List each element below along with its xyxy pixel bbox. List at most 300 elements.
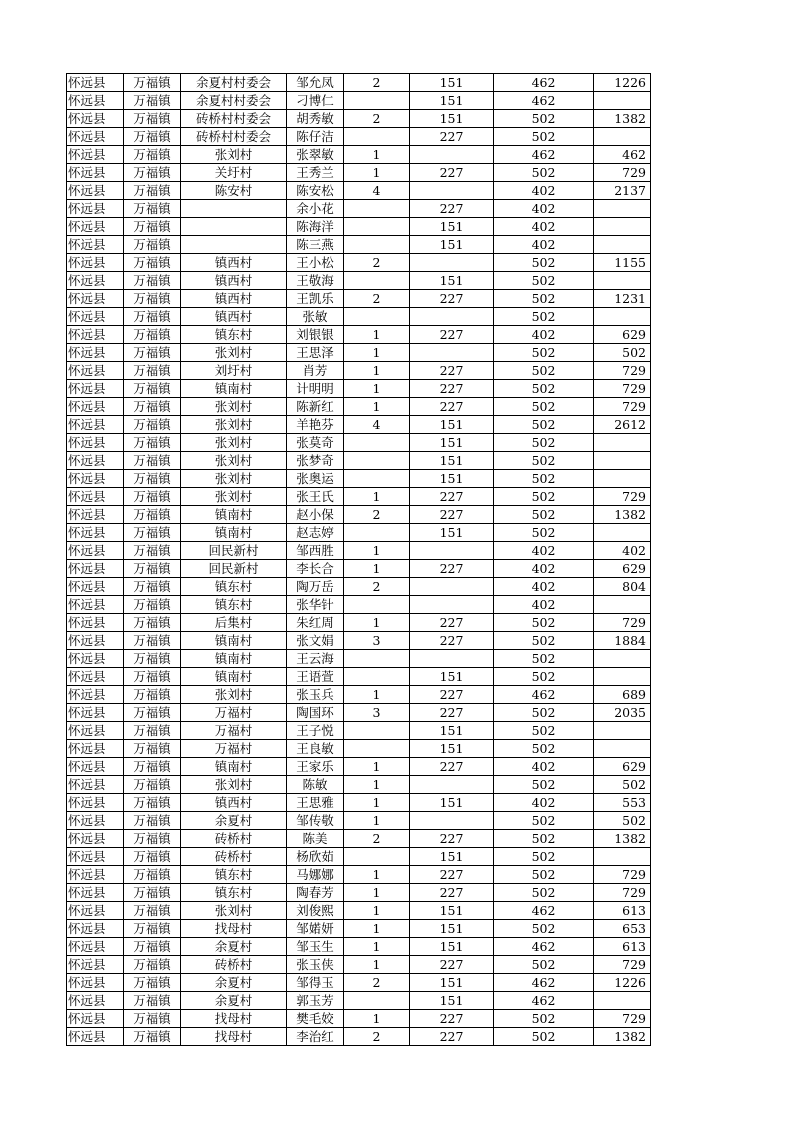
amount-b-cell: 502: [494, 614, 594, 632]
village-cell: 万福村: [181, 740, 287, 758]
count-cell: 1: [344, 920, 410, 938]
table-row: [67, 164, 651, 182]
town-cell: 万福镇: [124, 452, 181, 470]
village-cell: 陈安村: [181, 182, 287, 200]
county-cell: 怀远县: [67, 92, 124, 110]
amount-a-cell: 151: [410, 794, 494, 812]
count-cell: 4: [344, 416, 410, 434]
amount-a-cell: 227: [410, 128, 494, 146]
county-cell: 怀远县: [67, 560, 124, 578]
total-cell: 1382: [594, 1028, 651, 1046]
amount-a-cell: [410, 650, 494, 668]
village-cell: [181, 200, 287, 218]
count-cell: [344, 668, 410, 686]
name-cell: 陈三燕: [287, 236, 344, 254]
data-table: [66, 73, 651, 1046]
table-row: [67, 434, 651, 452]
town-cell: 万福镇: [124, 164, 181, 182]
amount-a-cell: 227: [410, 200, 494, 218]
name-cell: 张文娟: [287, 632, 344, 650]
total-cell: [594, 218, 651, 236]
amount-a-cell: [410, 182, 494, 200]
table-row: [67, 956, 651, 974]
name-cell: 朱红周: [287, 614, 344, 632]
village-cell: 张刘村: [181, 146, 287, 164]
total-cell: [594, 740, 651, 758]
count-cell: 1: [344, 758, 410, 776]
count-cell: 2: [344, 290, 410, 308]
amount-a-cell: 227: [410, 866, 494, 884]
village-cell: 镇南村: [181, 632, 287, 650]
amount-a-cell: 227: [410, 488, 494, 506]
town-cell: 万福镇: [124, 236, 181, 254]
county-cell: 怀远县: [67, 938, 124, 956]
total-cell: 613: [594, 938, 651, 956]
total-cell: 1226: [594, 74, 651, 92]
village-cell: 张刘村: [181, 416, 287, 434]
count-cell: [344, 434, 410, 452]
table-row: [67, 866, 651, 884]
town-cell: 万福镇: [124, 812, 181, 830]
count-cell: 1: [344, 146, 410, 164]
village-cell: [181, 218, 287, 236]
amount-b-cell: 462: [494, 902, 594, 920]
town-cell: 万福镇: [124, 272, 181, 290]
total-cell: 729: [594, 488, 651, 506]
village-cell: 关圩村: [181, 164, 287, 182]
total-cell: 1382: [594, 830, 651, 848]
count-cell: 1: [344, 812, 410, 830]
amount-a-cell: 227: [410, 884, 494, 902]
name-cell: 张莫奇: [287, 434, 344, 452]
table-row: [67, 884, 651, 902]
table-row: [67, 344, 651, 362]
total-cell: [594, 128, 651, 146]
county-cell: 怀远县: [67, 776, 124, 794]
amount-b-cell: 462: [494, 974, 594, 992]
total-cell: 502: [594, 344, 651, 362]
town-cell: 万福镇: [124, 740, 181, 758]
count-cell: 2: [344, 110, 410, 128]
town-cell: 万福镇: [124, 416, 181, 434]
amount-b-cell: 462: [494, 146, 594, 164]
county-cell: 怀远县: [67, 740, 124, 758]
name-cell: 陈新红: [287, 398, 344, 416]
table-row: [67, 236, 651, 254]
county-cell: 怀远县: [67, 308, 124, 326]
amount-a-cell: 151: [410, 992, 494, 1010]
total-cell: [594, 236, 651, 254]
amount-b-cell: 462: [494, 686, 594, 704]
village-cell: 张刘村: [181, 452, 287, 470]
village-cell: 后集村: [181, 614, 287, 632]
name-cell: 刁博仁: [287, 92, 344, 110]
amount-a-cell: [410, 146, 494, 164]
table-row: [67, 326, 651, 344]
table-row: [67, 776, 651, 794]
name-cell: 邹玉生: [287, 938, 344, 956]
table-row: [67, 938, 651, 956]
village-cell: 张刘村: [181, 470, 287, 488]
table-row: [67, 128, 651, 146]
total-cell: 1226: [594, 974, 651, 992]
county-cell: 怀远县: [67, 830, 124, 848]
amount-b-cell: 402: [494, 200, 594, 218]
amount-b-cell: 502: [494, 452, 594, 470]
name-cell: 陶春芳: [287, 884, 344, 902]
count-cell: 1: [344, 164, 410, 182]
amount-a-cell: 151: [410, 110, 494, 128]
county-cell: 怀远县: [67, 758, 124, 776]
amount-a-cell: 227: [410, 704, 494, 722]
name-cell: 胡秀敏: [287, 110, 344, 128]
amount-a-cell: [410, 542, 494, 560]
amount-a-cell: 151: [410, 92, 494, 110]
name-cell: 王秀兰: [287, 164, 344, 182]
village-cell: 镇南村: [181, 758, 287, 776]
table-row: [67, 992, 651, 1010]
name-cell: 赵小保: [287, 506, 344, 524]
county-cell: 怀远县: [67, 398, 124, 416]
total-cell: [594, 848, 651, 866]
table-row: [67, 758, 651, 776]
village-cell: 砖桥村: [181, 848, 287, 866]
name-cell: 李治红: [287, 1028, 344, 1046]
town-cell: 万福镇: [124, 344, 181, 362]
county-cell: 怀远县: [67, 1028, 124, 1046]
count-cell: 1: [344, 326, 410, 344]
amount-a-cell: [410, 812, 494, 830]
town-cell: 万福镇: [124, 722, 181, 740]
name-cell: 陶国环: [287, 704, 344, 722]
count-cell: [344, 596, 410, 614]
total-cell: 729: [594, 398, 651, 416]
name-cell: 肖芳: [287, 362, 344, 380]
amount-a-cell: [410, 344, 494, 362]
table-row: [67, 704, 651, 722]
town-cell: 万福镇: [124, 776, 181, 794]
name-cell: 邹婼妍: [287, 920, 344, 938]
total-cell: 689: [594, 686, 651, 704]
table-row: [67, 146, 651, 164]
county-cell: 怀远县: [67, 596, 124, 614]
amount-b-cell: 502: [494, 956, 594, 974]
amount-a-cell: 151: [410, 920, 494, 938]
amount-b-cell: 402: [494, 542, 594, 560]
village-cell: 镇西村: [181, 794, 287, 812]
village-cell: 张刘村: [181, 686, 287, 704]
county-cell: 怀远县: [67, 326, 124, 344]
amount-b-cell: 502: [494, 650, 594, 668]
table-row: [67, 506, 651, 524]
village-cell: 镇东村: [181, 884, 287, 902]
county-cell: 怀远县: [67, 452, 124, 470]
town-cell: 万福镇: [124, 668, 181, 686]
amount-a-cell: 227: [410, 362, 494, 380]
amount-a-cell: 227: [410, 614, 494, 632]
county-cell: 怀远县: [67, 902, 124, 920]
count-cell: [344, 92, 410, 110]
village-cell: 余夏村村委会: [181, 92, 287, 110]
county-cell: 怀远县: [67, 650, 124, 668]
county-cell: 怀远县: [67, 1010, 124, 1028]
total-cell: [594, 524, 651, 542]
county-cell: 怀远县: [67, 434, 124, 452]
county-cell: 怀远县: [67, 146, 124, 164]
town-cell: 万福镇: [124, 704, 181, 722]
name-cell: 张玉侠: [287, 956, 344, 974]
name-cell: 马娜娜: [287, 866, 344, 884]
name-cell: 刘俊熙: [287, 902, 344, 920]
village-cell: 余夏村: [181, 992, 287, 1010]
county-cell: 怀远县: [67, 182, 124, 200]
table-row: [67, 560, 651, 578]
count-cell: 1: [344, 794, 410, 812]
county-cell: 怀远县: [67, 164, 124, 182]
table-row: [67, 542, 651, 560]
count-cell: [344, 992, 410, 1010]
amount-a-cell: 151: [410, 434, 494, 452]
town-cell: 万福镇: [124, 686, 181, 704]
total-cell: 729: [594, 956, 651, 974]
amount-a-cell: 227: [410, 1010, 494, 1028]
amount-a-cell: 151: [410, 902, 494, 920]
town-cell: 万福镇: [124, 956, 181, 974]
town-cell: 万福镇: [124, 560, 181, 578]
amount-a-cell: 227: [410, 398, 494, 416]
village-cell: 余夏村村委会: [181, 74, 287, 92]
county-cell: 怀远县: [67, 866, 124, 884]
count-cell: 1: [344, 902, 410, 920]
town-cell: 万福镇: [124, 758, 181, 776]
amount-a-cell: 151: [410, 938, 494, 956]
town-cell: 万福镇: [124, 182, 181, 200]
town-cell: 万福镇: [124, 362, 181, 380]
village-cell: 镇东村: [181, 326, 287, 344]
county-cell: 怀远县: [67, 812, 124, 830]
table-row: [67, 272, 651, 290]
town-cell: 万福镇: [124, 524, 181, 542]
town-cell: 万福镇: [124, 866, 181, 884]
amount-b-cell: 502: [494, 254, 594, 272]
village-cell: 找母村: [181, 920, 287, 938]
county-cell: 怀远县: [67, 794, 124, 812]
county-cell: 怀远县: [67, 128, 124, 146]
name-cell: 陈安松: [287, 182, 344, 200]
count-cell: 4: [344, 182, 410, 200]
county-cell: 怀远县: [67, 542, 124, 560]
town-cell: 万福镇: [124, 470, 181, 488]
amount-b-cell: 502: [494, 398, 594, 416]
count-cell: 1: [344, 1010, 410, 1028]
amount-a-cell: 151: [410, 74, 494, 92]
town-cell: 万福镇: [124, 920, 181, 938]
name-cell: 陈仔洁: [287, 128, 344, 146]
total-cell: 1884: [594, 632, 651, 650]
total-cell: 729: [594, 362, 651, 380]
table-row: [67, 362, 651, 380]
table-row: [67, 1028, 651, 1046]
amount-a-cell: 151: [410, 416, 494, 434]
village-cell: 镇东村: [181, 866, 287, 884]
amount-a-cell: [410, 578, 494, 596]
name-cell: 王小松: [287, 254, 344, 272]
count-cell: [344, 524, 410, 542]
total-cell: 2035: [594, 704, 651, 722]
total-cell: 804: [594, 578, 651, 596]
amount-a-cell: 227: [410, 758, 494, 776]
amount-b-cell: 402: [494, 560, 594, 578]
total-cell: 1231: [594, 290, 651, 308]
town-cell: 万福镇: [124, 434, 181, 452]
table-row: [67, 92, 651, 110]
village-cell: 刘圩村: [181, 362, 287, 380]
town-cell: 万福镇: [124, 794, 181, 812]
count-cell: 2: [344, 1028, 410, 1046]
amount-a-cell: 227: [410, 560, 494, 578]
total-cell: [594, 596, 651, 614]
town-cell: 万福镇: [124, 578, 181, 596]
name-cell: 郭玉芳: [287, 992, 344, 1010]
total-cell: [594, 992, 651, 1010]
name-cell: 王凯乐: [287, 290, 344, 308]
village-cell: 回民新村: [181, 542, 287, 560]
village-cell: 万福村: [181, 704, 287, 722]
county-cell: 怀远县: [67, 632, 124, 650]
village-cell: 镇南村: [181, 506, 287, 524]
amount-a-cell: 227: [410, 290, 494, 308]
count-cell: 2: [344, 506, 410, 524]
amount-a-cell: 151: [410, 470, 494, 488]
count-cell: 3: [344, 632, 410, 650]
town-cell: 万福镇: [124, 830, 181, 848]
table-row: [67, 308, 651, 326]
village-cell: 回民新村: [181, 560, 287, 578]
count-cell: 2: [344, 74, 410, 92]
village-cell: 张刘村: [181, 902, 287, 920]
table-row: [67, 74, 651, 92]
amount-b-cell: 502: [494, 416, 594, 434]
town-cell: 万福镇: [124, 632, 181, 650]
count-cell: [344, 470, 410, 488]
town-cell: 万福镇: [124, 506, 181, 524]
total-cell: 502: [594, 776, 651, 794]
county-cell: 怀远县: [67, 236, 124, 254]
town-cell: 万福镇: [124, 1010, 181, 1028]
table-row: [67, 398, 651, 416]
village-cell: 找母村: [181, 1028, 287, 1046]
name-cell: 邹西胜: [287, 542, 344, 560]
name-cell: 邹得玉: [287, 974, 344, 992]
amount-b-cell: 502: [494, 272, 594, 290]
table-row: [67, 596, 651, 614]
village-cell: 万福村: [181, 722, 287, 740]
amount-b-cell: 502: [494, 848, 594, 866]
amount-b-cell: 502: [494, 506, 594, 524]
county-cell: 怀远县: [67, 956, 124, 974]
county-cell: 怀远县: [67, 992, 124, 1010]
total-cell: [594, 200, 651, 218]
village-cell: 镇南村: [181, 668, 287, 686]
count-cell: 2: [344, 974, 410, 992]
table-body: [67, 74, 651, 1046]
amount-b-cell: 402: [494, 326, 594, 344]
amount-a-cell: 151: [410, 236, 494, 254]
table-row: [67, 182, 651, 200]
table-row: [67, 722, 651, 740]
count-cell: 1: [344, 398, 410, 416]
county-cell: 怀远县: [67, 200, 124, 218]
total-cell: 629: [594, 560, 651, 578]
count-cell: 1: [344, 488, 410, 506]
count-cell: [344, 200, 410, 218]
count-cell: 1: [344, 614, 410, 632]
total-cell: [594, 92, 651, 110]
county-cell: 怀远县: [67, 974, 124, 992]
village-cell: 镇东村: [181, 596, 287, 614]
name-cell: 陈美: [287, 830, 344, 848]
amount-a-cell: [410, 254, 494, 272]
county-cell: 怀远县: [67, 380, 124, 398]
count-cell: 2: [344, 830, 410, 848]
county-cell: 怀远县: [67, 254, 124, 272]
town-cell: 万福镇: [124, 254, 181, 272]
total-cell: 462: [594, 146, 651, 164]
count-cell: 1: [344, 776, 410, 794]
total-cell: [594, 650, 651, 668]
amount-b-cell: 462: [494, 938, 594, 956]
county-cell: 怀远县: [67, 506, 124, 524]
table-row: [67, 488, 651, 506]
village-cell: 砖桥村村委会: [181, 110, 287, 128]
county-cell: 怀远县: [67, 722, 124, 740]
amount-a-cell: 151: [410, 848, 494, 866]
village-cell: 镇南村: [181, 380, 287, 398]
amount-a-cell: 151: [410, 740, 494, 758]
amount-b-cell: 402: [494, 182, 594, 200]
amount-a-cell: 227: [410, 380, 494, 398]
county-cell: 怀远县: [67, 524, 124, 542]
town-cell: 万福镇: [124, 146, 181, 164]
town-cell: 万福镇: [124, 92, 181, 110]
amount-a-cell: [410, 776, 494, 794]
amount-b-cell: 462: [494, 992, 594, 1010]
village-cell: 张刘村: [181, 488, 287, 506]
amount-a-cell: 227: [410, 956, 494, 974]
county-cell: 怀远县: [67, 218, 124, 236]
name-cell: 陈海洋: [287, 218, 344, 236]
amount-b-cell: 502: [494, 776, 594, 794]
amount-b-cell: 502: [494, 812, 594, 830]
table-row: [67, 578, 651, 596]
county-cell: 怀远县: [67, 704, 124, 722]
name-cell: 余小花: [287, 200, 344, 218]
count-cell: 1: [344, 866, 410, 884]
amount-b-cell: 502: [494, 434, 594, 452]
amount-b-cell: 402: [494, 758, 594, 776]
total-cell: 402: [594, 542, 651, 560]
amount-a-cell: 151: [410, 452, 494, 470]
amount-b-cell: 502: [494, 128, 594, 146]
county-cell: 怀远县: [67, 110, 124, 128]
county-cell: 怀远县: [67, 74, 124, 92]
table-row: [67, 416, 651, 434]
village-cell: 余夏村: [181, 938, 287, 956]
town-cell: 万福镇: [124, 74, 181, 92]
amount-b-cell: 502: [494, 884, 594, 902]
name-cell: 王家乐: [287, 758, 344, 776]
amount-a-cell: 227: [410, 164, 494, 182]
